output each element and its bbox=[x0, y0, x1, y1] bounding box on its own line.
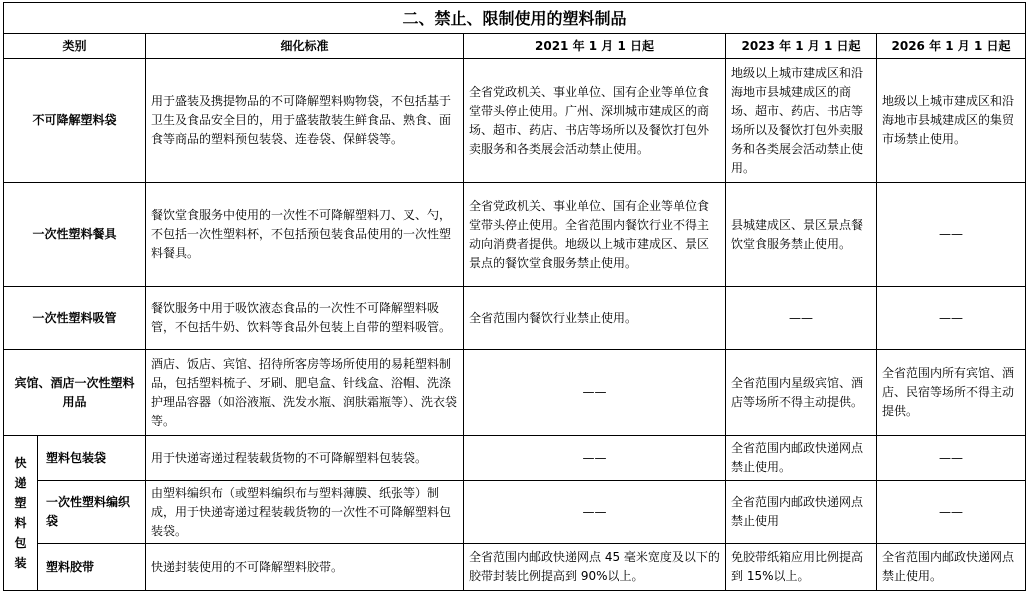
regulation-document bbox=[3, 2, 1025, 596]
row-2026: —— bbox=[877, 481, 1026, 544]
table-row bbox=[4, 436, 1026, 481]
row-2026: 全省范围内所有宾馆、酒店、民宿等场所不得主动提供。 bbox=[877, 350, 1026, 436]
row-2021: —— bbox=[464, 350, 726, 436]
table-row bbox=[4, 287, 1026, 350]
table-row bbox=[4, 183, 1026, 287]
row-2026: 全省范围内邮政快递网点禁止使用。 bbox=[877, 544, 1026, 591]
table-row bbox=[4, 544, 1026, 591]
header-category: 类别 bbox=[4, 34, 146, 59]
row-2021: 全省党政机关、事业单位、国有企业等单位食堂带头停止使用。广州、深圳城市建成区的商场、超市、药店、书店等场所以及餐饮打包外卖服务和各类展会活动禁止使用。 bbox=[464, 59, 726, 183]
row-2023: 全省范围内星级宾馆、酒店等场所不得主动提供。 bbox=[726, 350, 877, 436]
header-2023: 2023 年 1 月 1 日起 bbox=[726, 34, 877, 59]
row-criteria: 由塑料编织布（或塑料编织布与塑料薄膜、纸张等）制成，用于快递寄递过程装载货物的一次性不可降解塑料包装袋。 bbox=[146, 481, 464, 544]
row-criteria: 餐饮堂食服务中使用的一次性不可降解塑料刀、叉、勺，不包括一次性塑料杯，不包括预包装食品使用的一次性塑料餐具。 bbox=[146, 183, 464, 287]
express-group-label: 快 递 塑 料 包 装 bbox=[4, 436, 38, 591]
row-category: 一次性塑料吸管 bbox=[4, 287, 146, 350]
row-2021: 全省范围内餐饮行业禁止使用。 bbox=[464, 287, 726, 350]
row-criteria: 用于盛装及携提物品的不可降解塑料购物袋，不包括基于卫生及食品安全目的，用于盛装散装生鲜食品、熟食、面食等商品的塑料预包装袋、连卷袋、保鲜袋等。 bbox=[146, 59, 464, 183]
row-2026: —— bbox=[877, 183, 1026, 287]
row-2023: —— bbox=[726, 287, 877, 350]
row-2026: —— bbox=[877, 436, 1026, 481]
row-2021: 全省范围内邮政快递网点 45 毫米宽度及以下的胶带封装比例提高到 90%以上。 bbox=[464, 544, 726, 591]
row-criteria: 用于快递寄递过程装载货物的不可降解塑料包装袋。 bbox=[146, 436, 464, 481]
row-2023: 全省范围内邮政快递网点禁止使用 bbox=[726, 481, 877, 544]
table-title: 二、禁止、限制使用的塑料制品 bbox=[4, 3, 1026, 34]
row-2021: —— bbox=[464, 481, 726, 544]
row-category: 塑料包装袋 bbox=[38, 436, 146, 481]
row-2026: —— bbox=[877, 287, 1026, 350]
restricted-plastics-table bbox=[3, 2, 1026, 591]
row-2023: 县城建成区、景区景点餐饮堂食服务禁止使用。 bbox=[726, 183, 877, 287]
header-2021: 2021 年 1 月 1 日起 bbox=[464, 34, 726, 59]
row-category: 不可降解塑料袋 bbox=[4, 59, 146, 183]
header-2026: 2026 年 1 月 1 日起 bbox=[877, 34, 1026, 59]
row-criteria: 酒店、饭店、宾馆、招待所客房等场所使用的易耗塑料制品，包括塑料梳子、牙刷、肥皂盒、针线盒、浴帽、洗涤护理品容器（如浴液瓶、洗发水瓶、润肤霜瓶等）、洗衣袋等。 bbox=[146, 350, 464, 436]
row-2023: 免胶带纸箱应用比例提高到 15%以上。 bbox=[726, 544, 877, 591]
row-criteria: 快递封装使用的不可降解塑料胶带。 bbox=[146, 544, 464, 591]
row-2026: 地级以上城市建成区和沿海地市县城建成区的集贸市场禁止使用。 bbox=[877, 59, 1026, 183]
row-2023: 全省范围内邮政快递网点禁止使用。 bbox=[726, 436, 877, 481]
row-category: 一次性塑料餐具 bbox=[4, 183, 146, 287]
table-row bbox=[4, 481, 1026, 544]
row-category: 塑料胶带 bbox=[38, 544, 146, 591]
row-criteria: 餐饮服务中用于吸饮液态食品的一次性不可降解塑料吸管，不包括牛奶、饮料等食品外包装上自带的塑料吸管。 bbox=[146, 287, 464, 350]
row-category: 宾馆、酒店一次性塑料用品 bbox=[4, 350, 146, 436]
row-2021: 全省党政机关、事业单位、国有企业等单位食堂带头停止使用。全省范围内餐饮行业不得主动向消费者提供。地级以上城市建成区、景区景点的餐饮堂食服务禁止使用。 bbox=[464, 183, 726, 287]
header-criteria: 细化标准 bbox=[146, 34, 464, 59]
row-category: 一次性塑料编织袋 bbox=[38, 481, 146, 544]
row-2023: 地级以上城市建成区和沿海地市县城建成区的商场、超市、药店、书店等场所以及餐饮打包外卖服务和各类展会活动禁止使用。 bbox=[726, 59, 877, 183]
table-row bbox=[4, 59, 1026, 183]
table-row bbox=[4, 350, 1026, 436]
row-2021: —— bbox=[464, 436, 726, 481]
